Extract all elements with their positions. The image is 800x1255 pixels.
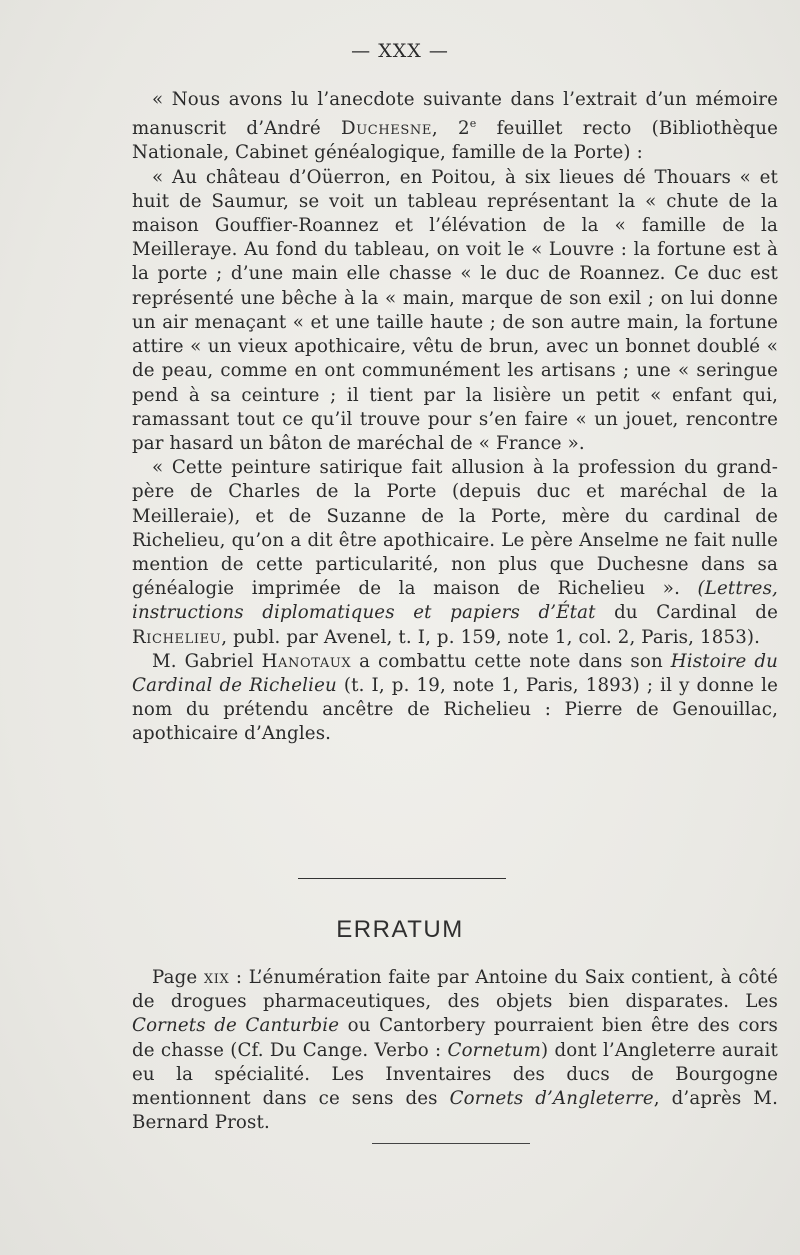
page-reference: xix — [203, 967, 230, 988]
section-divider — [298, 878, 506, 879]
erratum-paragraph: Page xix : L’énumération faite par Antoine du Saix contient, à côté de drogues pharmaceutiques, des objets bien disparates. Les Cornets de Canturbie ou Cantorbery pourraient bien être des cors de chasse (Cf. Du Cange. Verbo : Cornetum) dont l’Angleterre aurait eu la spécialité. Les Inventaires des ducs de Bourgogne mentionnent dans ce sens des Cornets d’Angleterre, d’après M. Bernard Prost. — [132, 967, 779, 1134]
erratum-heading: ERRATUM — [336, 916, 464, 943]
paragraph-1: « Nous avons lu l’anecdote suivante dans l’extrait d’un mémoire manuscrit d’André Duchesne, 2e feuillet recto (Bibliothèque Nationale, Cabinet généalogique, famille de la Porte) : — [132, 89, 778, 164]
paragraph-2-quotation: « Au château d’Oüerron, en Poitou, à six lieues dé Thouars « et huit de Saumur, se voit un tableau représentant la « chute de la maison Gouffier-Roannez et l’élévation de la « famille de la Meilleraye. Au fond du tableau, on voit le « Louvre : la fortune est à la porte ; d’une main elle chasse « le duc de Roannez. Ce duc est représenté une bêche à la « main, marque de son exil ; on lui donne un air menaçant « et une taille haute ; de son autre main, la fortune attire « un vieux apothicaire, vêtu de brun, avec un bonnet doublé « de peau, comme en ont communément les artisans ; une « seringue pend à sa ceinture ; il tient par la lisière un petit « enfant qui, ramassant tout ce qu’il trouve pour s’en faire « un jouet, rencontre par hasard un bâton de maréchal de « France ». — [132, 166, 778, 454]
paragraph-4: M. Gabriel Hanotaux a combattu cette note dans son Histoire du Cardinal de Richelieu (t. I, p. 19, note 1, Paris, 1893) ; il y donne le nom du prétendu ancêtre de Richelieu : Pierre de Genouillac, apothicaire d’Angles. — [132, 650, 778, 745]
author-name: Duchesne — [341, 118, 432, 140]
running-header — [0, 40, 800, 62]
book-title: (Lettres, instructions diplomatiques et papiers d’État — [132, 578, 778, 624]
note-text — [132, 88, 778, 747]
end-divider — [372, 1143, 530, 1144]
author-name: Hanotaux — [261, 650, 352, 672]
paragraph-3: « Cette peinture satirique fait allusion à la profession du grand-père de Charles de la Porte (depuis duc et maréchal de la Meilleraie), et de Suzanne de la Porte, mère du cardinal de Richelieu, qu’on a dit être apothicaire. Le père Anselme ne fait nulle mention de cette particularité, non plus que Duchesne dans sa généalogie imprimée de la maison de Richelieu ». (Lettres, instructions diplomatiques et papiers d’État du Cardinal de Richelieu, publ. par Avenel, t. I, p. 159, note 1, col. 2, Paris, 1853). — [132, 457, 778, 648]
erratum-text — [132, 966, 778, 1135]
author-name: Richelieu — [132, 626, 222, 648]
page-number: — XXX — — [351, 40, 449, 62]
book-title: Histoire du Cardinal de Richelieu — [132, 650, 778, 696]
